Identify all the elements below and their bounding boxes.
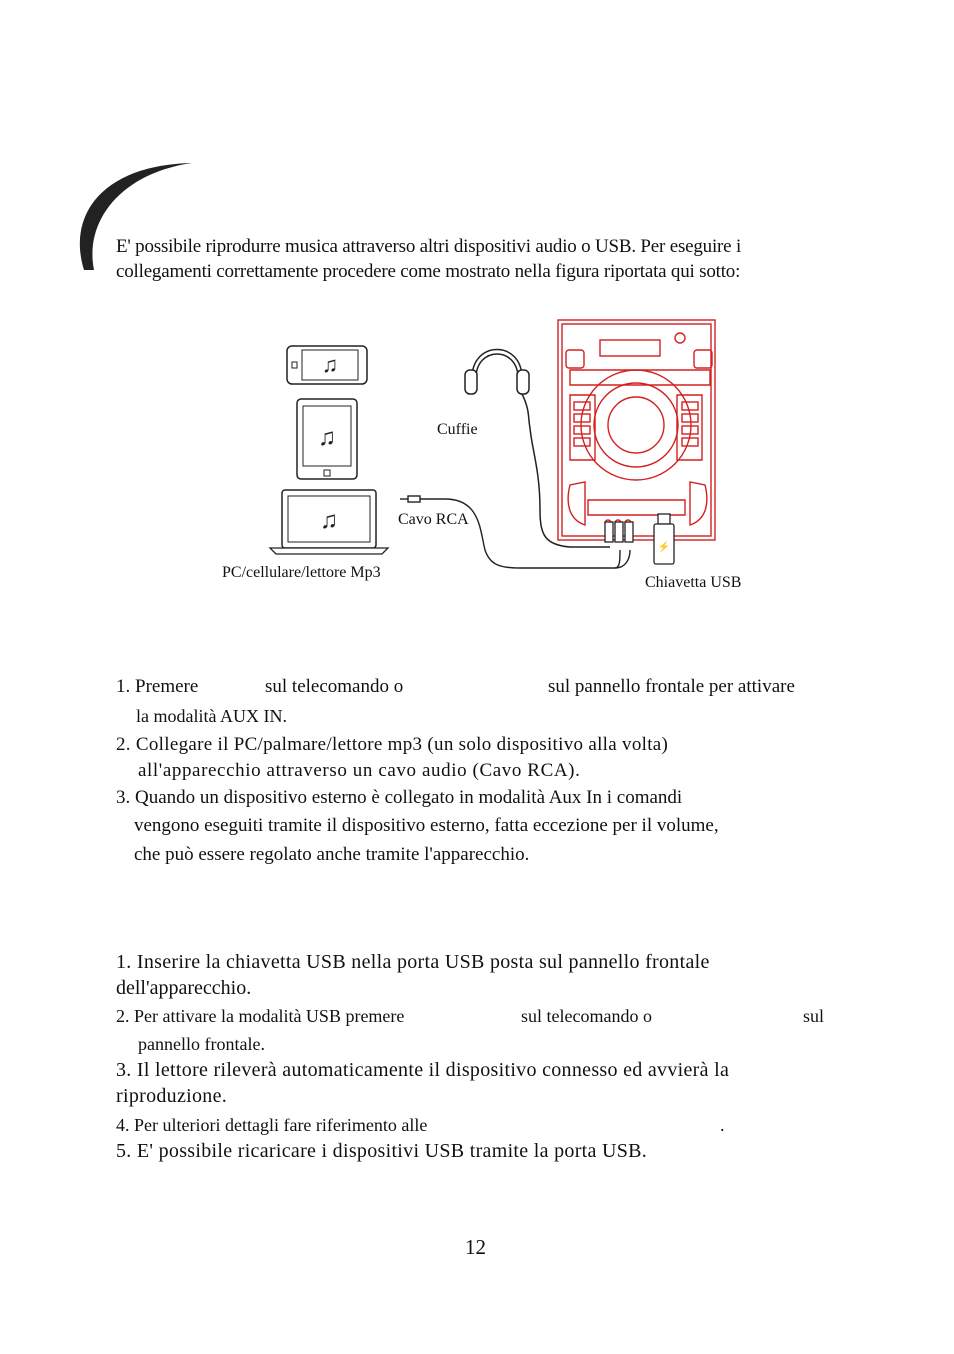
svg-text:♫: ♫ <box>318 425 336 451</box>
aux-step-3-line1: 3. Quando un dispositivo esterno è collegato in modalità Aux In i comandi <box>116 787 683 808</box>
laptop-icon <box>270 490 388 554</box>
usb-step-4-b: . <box>720 1115 725 1135</box>
usb-step-3-line2: riproduzione. <box>116 1085 228 1107</box>
svg-text:⚡: ⚡ <box>657 542 671 553</box>
intro-line-2: collegamenti correttamente procedere come mostrato nella figura riportata qui sotto: <box>116 261 741 282</box>
rca-plugs-icon <box>605 522 633 542</box>
svg-text:♫: ♫ <box>321 352 339 377</box>
cable-label: Cavo RCA <box>398 511 469 528</box>
devices-label: PC/cellulare/lettore Mp3 <box>222 564 381 581</box>
speaker-unit-icon <box>558 320 715 540</box>
aux-step-1-c: sul pannello frontale per attivare <box>548 676 795 697</box>
usb-label: Chiavetta USB <box>645 574 742 591</box>
usb-step-1-line1: 1. Inserire la chiavetta USB nella porta USB posta sul pannello frontale <box>116 951 710 973</box>
tablet-icon <box>297 399 357 479</box>
page-number: 12 <box>465 1235 486 1259</box>
intro-line-1: E' possibile riprodurre musica attraverso altri dispositivi audio o USB. Per eseguire i <box>116 236 742 257</box>
aux-step-1-a: 1. Premere <box>116 676 199 697</box>
usb-step-5-line1: 5. E' possibile ricaricare i dispositivi USB tramite la porta USB. <box>116 1140 648 1162</box>
aux-step-1-b: sul telecomando o <box>265 676 404 697</box>
svg-text:♫: ♫ <box>320 508 338 534</box>
usb-step-4-a: 4. Per ulteriori dettagli fare riferimento alle <box>116 1115 428 1135</box>
aux-step-1-line2: la modalità AUX IN. <box>136 706 287 726</box>
usb-step-2-b: sul telecomando o <box>521 1006 652 1026</box>
usb-step-2-c: sul <box>803 1006 825 1026</box>
usb-step-2-line2: pannello frontale. <box>138 1034 265 1054</box>
phone-icon <box>287 346 367 384</box>
usb-step-2-a: 2. Per attivare la modalità USB premere <box>116 1006 405 1026</box>
aux-step-3-line2: vengono eseguiti tramite il dispositivo esterno, fatta eccezione per il volume, <box>134 815 719 836</box>
aux-step-2-line2: all'apparecchio attraverso un cavo audio (Cavo RCA). <box>138 760 581 781</box>
usb-step-3-line1: 3. Il lettore rileverà automaticamente il dispositivo connesso ed avvierà la <box>116 1059 730 1081</box>
aux-step-2-line1: 2. Collegare il PC/palmare/lettore mp3 (un solo dispositivo alla volta) <box>116 734 669 755</box>
aux-step-3-line3: che può essere regolato anche tramite l'apparecchio. <box>134 844 530 865</box>
usb-step-1-line2: dell'apparecchio. <box>116 977 252 999</box>
headphones-label: Cuffie <box>437 421 478 438</box>
